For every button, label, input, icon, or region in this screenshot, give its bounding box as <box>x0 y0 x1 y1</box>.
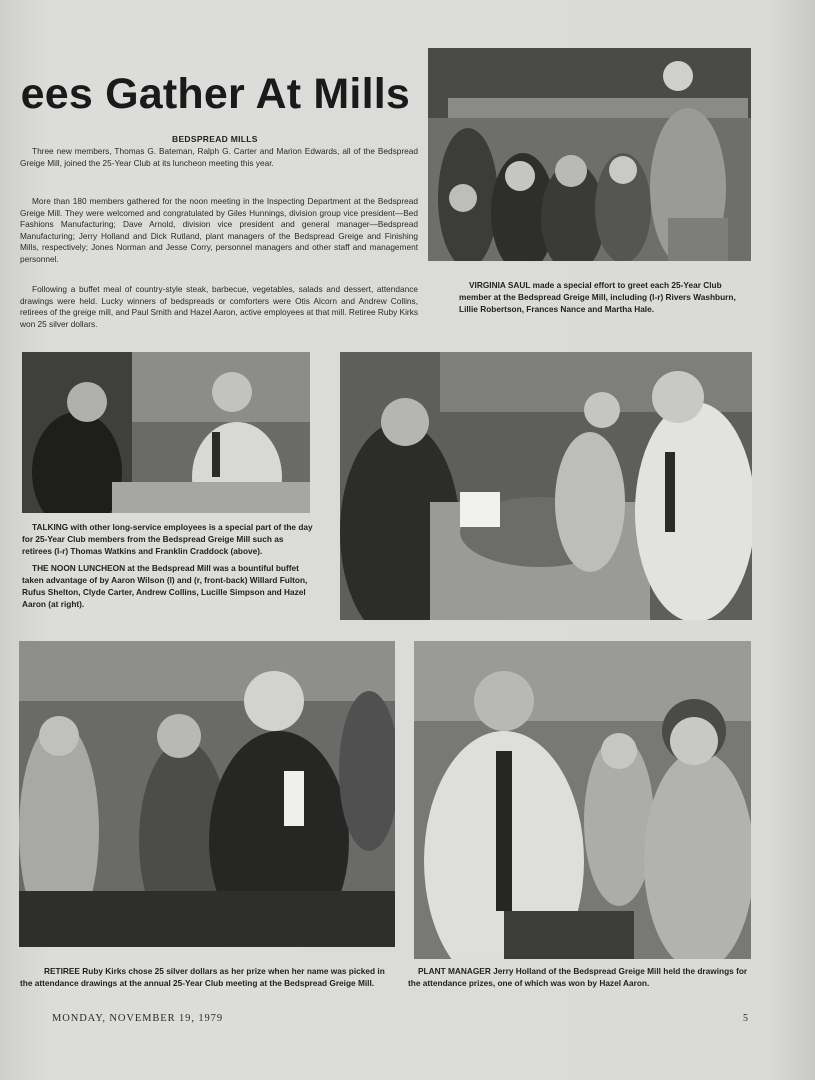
photo-retirees-talking <box>22 352 310 513</box>
page-number: 5 <box>743 1013 748 1024</box>
section-kicker: BEDSPREAD MILLS <box>172 134 258 144</box>
caption-virginia-saul: VIRGINIA SAUL made a special effort to greet each 25-Year Club member at the Bedspread Greige Mill, including (l-r) Rivers Washburn, Lillie Robertson, Frances Nance and Martha Hale. <box>459 280 736 314</box>
headline: ees Gather At Mills <box>20 70 410 118</box>
photo-virginia-saul-greeting <box>428 48 751 261</box>
caption-retiree: RETIREE Ruby Kirks chose 25 silver dollars as her prize when her name was picked in the attendance drawings at the annual 25-Year Club meeting at the Bedspread Greige Mill. <box>20 966 385 988</box>
article-paragraph-2: More than 180 members gathered for the noon meeting in the Inspecting Department at the Bedspread Greige Mill. They were welcomed and congratulated by Giles Hunnings, division group vice president—Bed Fashions Manufacturing; Dave Arnold, division vice president and general manager—Bedspread Manufacturing; Jerry Holland and Dick Rutland, plant managers of the Bedspread Greige and Finishing Mills, respectively; Jones Norman and Jesse Corry, personnel managers and other staff and management personnel. <box>20 196 418 264</box>
article-paragraph-3: Following a buffet meal of country-style steak, barbecue, vegetables, salads and dessert, attendance drawings were held. Lucky winners of bedspreads or comforters were Otis Alcorn and Andrew Collins, retirees of the greige mill, and Paul Smith and Hazel Aaron, active employees at that mill. Retiree Ruby Kirks won 25 silver dollars. <box>20 284 418 329</box>
photo-jerry-holland <box>414 641 751 959</box>
footer-date: MONDAY, NOVEMBER 19, 1979 <box>52 1013 223 1024</box>
article-paragraph-1: Three new members, Thomas G. Bateman, Ralph G. Carter and Marion Edwards, all of the Bedspread Greige Mill, joined the 25-Year Club at its luncheon meeting this year. <box>20 146 418 168</box>
photo-noon-luncheon-buffet <box>340 352 752 620</box>
photo-ruby-kirks <box>19 641 395 947</box>
caption-talking: TALKING with other long-service employees is a special part of the day for 25-Year Club members from the Bedspread Greige Mill such as retirees (l-r) Thomas Watkins and Franklin Craddock (above). THE NOON LUNCHEON at the Bedspread Mill was a bountiful buffet taken advantage of by Aaron Wilson (l) and (r, front-back) Willard Fulton, Rufus Shelton, Clyde Carter, Andrew Collins, Lucille Simpson and Hazel Aaron (at right). <box>22 522 313 609</box>
caption-noon-luncheon: THE NOON LUNCHEON at the Bedspread Mill was a bountiful buffet taken advantage of by Aaron Wilson (l) and (r, front-back) Willard Fulton, Rufus Shelton, Clyde Carter, Andrew Collins, Lucille Simpson and Hazel Aaron (at right). <box>22 563 308 609</box>
caption-plant-manager: PLANT MANAGER Jerry Holland of the Bedspread Greige Mill held the drawings for the attendance prizes, one of which was won by Hazel Aaron. <box>408 966 748 988</box>
